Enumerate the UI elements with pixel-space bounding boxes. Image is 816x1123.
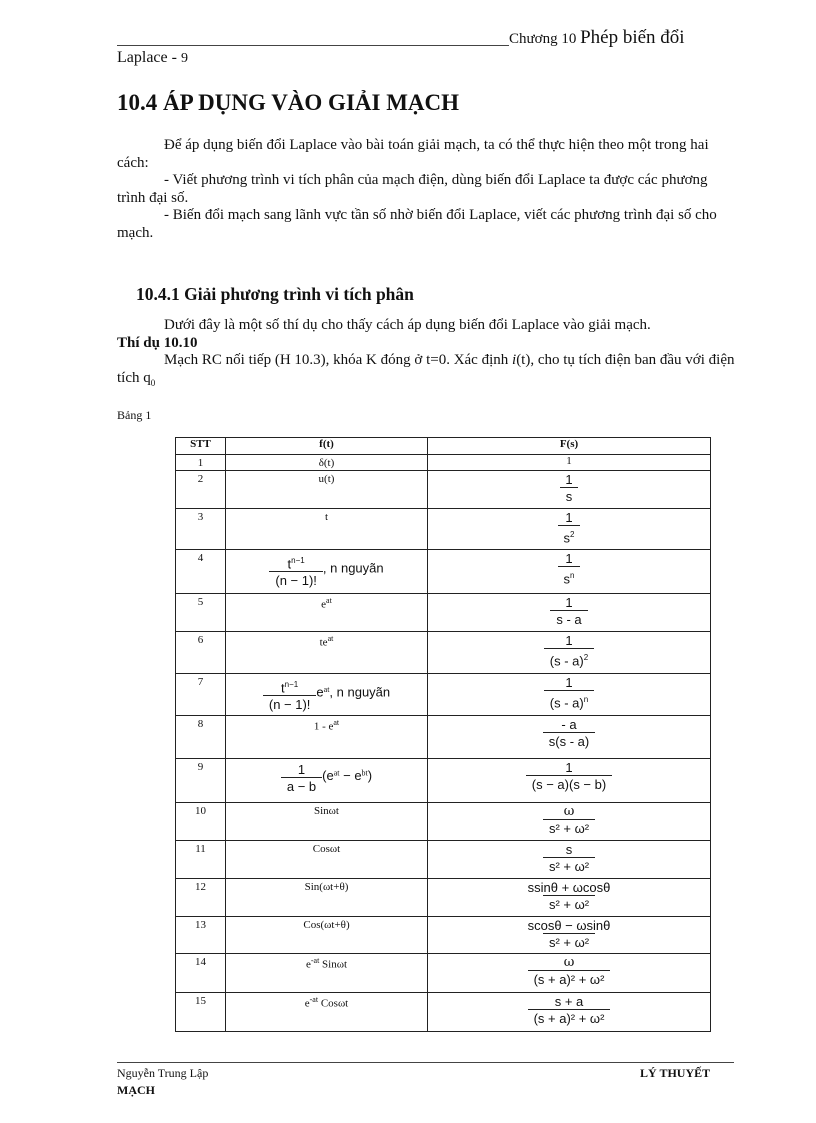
header-stt: STT: [176, 438, 226, 455]
fraction: $\frac{1}{s - a}$: [550, 594, 587, 627]
header-fs: F(s): [428, 438, 711, 455]
fraction: $\frac{ssin\theta + \omega\cos\theta}{\text{s² + ω²}}$: [527, 880, 611, 912]
chapter-header: Chương 10 Phép biến đổi: [509, 27, 685, 48]
fraction: $\frac{\omega}{\text{(s + a)² + ω²}}$: [528, 954, 611, 987]
fraction: $\frac{\omega}{\text{s² + ω²}}$: [543, 803, 595, 836]
footer-course: LÝ THUYẾT: [640, 1066, 711, 1080]
fraction: $\frac{scos\theta - \omega\sin\theta}{\text{s² + ω²}}$: [527, 918, 611, 950]
fraction: $\frac{s + a}{\text{(s + a)² + ω²}}$: [528, 993, 611, 1026]
example-label: Thí dụ 10.10: [117, 334, 198, 351]
table-row: 5 $e^{at}$ $\frac{1}{s - a}$: [176, 594, 711, 632]
fraction: $\frac{t^{n-1}}{(n - 1)!}$: [263, 676, 317, 712]
table-row: 11 Cosωt $\frac{s}{\text{s² + ω²}}$: [176, 841, 711, 879]
fraction: $\frac{t^{n-1}}{(n - 1)!}$: [269, 552, 323, 588]
fraction: $\frac{1}{(s - a)(s - b)}$: [526, 759, 612, 792]
header-ft: f(t): [226, 438, 428, 455]
fraction: $\frac{1}{s}$: [559, 471, 578, 504]
subsection-intro: Dưới đây là một số thí dụ cho thấy cách áp dụng biến đổi Laplace vào giải mạch.: [164, 317, 651, 333]
laplace-table: [175, 437, 711, 1032]
fraction: $\frac{1}{(s - a)^n}$: [544, 674, 594, 710]
section-intro: Để áp dụng biến đổi Laplace vào bài toán giải mạch, ta có thể thực hiện theo một trong hai cách:: [117, 137, 709, 171]
example-text: Mạch RC nối tiếp (H 10.3), khóa K đóng ở t=0. Xác định i(t), cho tụ tích điện ban đầu với điện tích $q_0$: [117, 352, 735, 388]
table-row: 3 t $\frac{1}{s^2}$: [176, 509, 711, 550]
table-row: 7 $\frac{t^{n-1}}{(n - 1)!}$ $e^{at}$, n nguyãn $\frac{1}{(s - a)^n}$: [176, 674, 711, 716]
subsection-title: 10.4.1 Giải phương trình vi tích phân: [136, 284, 414, 304]
table-row: 6 $te^{at}$ $\frac{1}{(s - a)^2}$: [176, 632, 711, 674]
fraction: $\frac{1}{(s - a)^2}$: [544, 632, 594, 668]
table-row: 2 u(t) $\frac{1}{s}$: [176, 471, 711, 509]
chapter-subtitle: Laplace - 9: [117, 49, 188, 66]
table-row: 14 $e^{-at}$ Sinωt $\frac{\omega}{\text{(s + a)² + ω²}}$: [176, 954, 711, 993]
table-row: 8 $1 - e^{at}$ $\frac{- a}{s(s - a)}$: [176, 716, 711, 759]
fraction: $\frac{1}{s^2}$: [558, 509, 581, 545]
footer-course-sub: MẠCH: [117, 1083, 155, 1097]
subsection-body: [117, 317, 737, 392]
table-row: 10 Sinωt $\frac{\omega}{\text{s² + ω²}}$: [176, 803, 711, 841]
section-title: 10.4 ÁP DỤNG VÀO GIẢI MẠCH: [117, 90, 460, 115]
table-row: 12 Sin(ωt+θ) $\frac{ssin\theta + \omega\cos\theta}{\text{s² + ω²}}$: [176, 879, 711, 917]
table-row: 1 δ(t) 1: [176, 455, 711, 471]
table-row: 15 $e^{-at}$ Cosωt $\frac{s + a}{\text{(s + a)² + ω²}}$: [176, 993, 711, 1032]
header-rule: [117, 45, 509, 46]
table-header-row: [176, 438, 711, 455]
page-number: 9: [180, 51, 188, 66]
section-body: [117, 137, 717, 242]
section-bullet-2: - Biến đổi mạch sang lãnh vực tần số nhờ biến đổi Laplace, viết các phương trình đại số cho mạch.: [117, 207, 717, 241]
fraction: $\frac{1}{a - b}$: [281, 761, 322, 794]
footer-rule: [117, 1062, 734, 1063]
table-row: 13 Cos(ωt+θ) $\frac{scos\theta - \omega\sin\theta}{\text{s² + ω²}}$: [176, 917, 711, 954]
fraction: $\frac{- a}{s(s - a)}$: [543, 716, 595, 749]
fraction: $\frac{s}{\text{s² + ω²}}$: [543, 841, 595, 874]
table-row: 4 $\frac{t^{n-1}}{(n - 1)!}$ , n nguyãn $\frac{1}{s^n}$: [176, 550, 711, 594]
section-bullet-1: - Viết phương trình vi tích phân của mạch điện, dùng biến đổi Laplace ta được các phương trình đại số.: [117, 172, 708, 206]
table-row: 9 $\frac{1}{a - b}$ $(e^{at} - e^{bt})$ $\frac{1}{(s - a)(s - b)}$: [176, 759, 711, 803]
fraction: $\frac{1}{s^n}$: [558, 550, 581, 586]
table-caption: Bảng 1: [117, 408, 152, 422]
footer-author: Nguyễn Trung Lập: [117, 1066, 209, 1080]
